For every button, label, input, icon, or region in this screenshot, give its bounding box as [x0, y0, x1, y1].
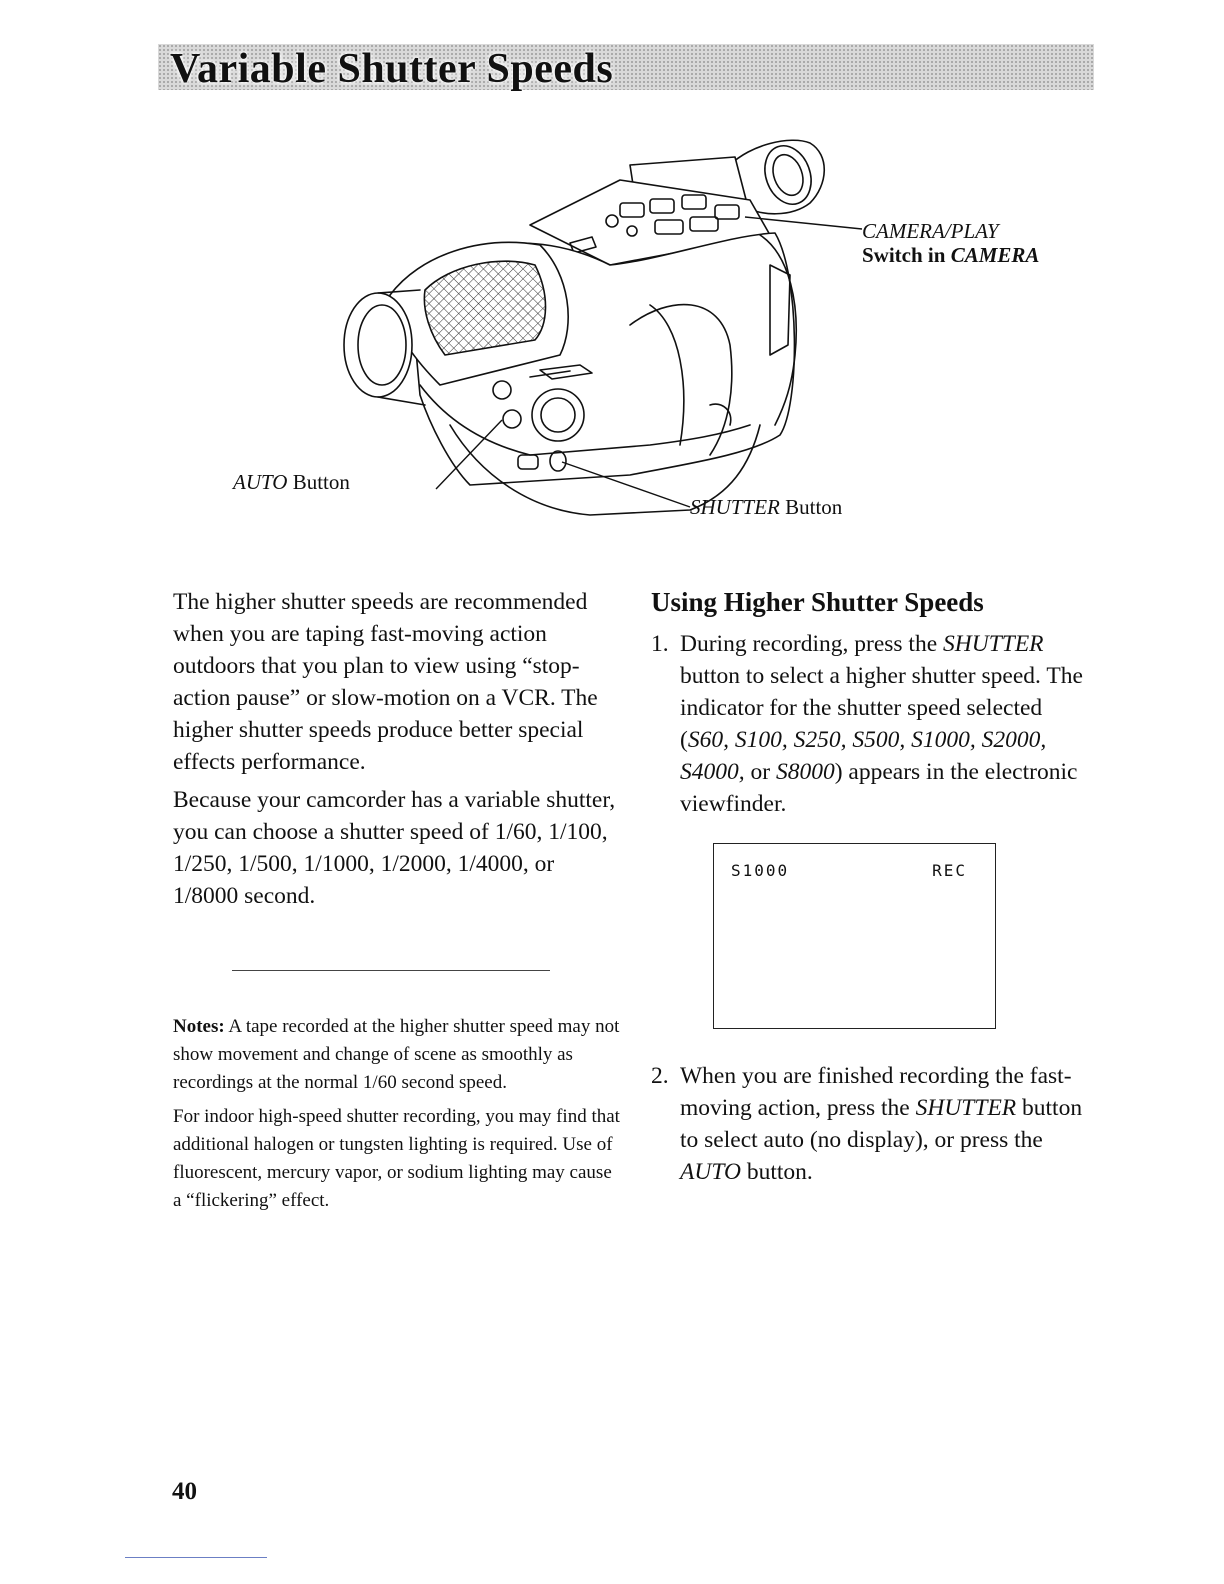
- step-2-number: 2.: [651, 1063, 669, 1089]
- auto-suffix: Button: [292, 470, 350, 494]
- switch-camera-label: CAMERA: [950, 243, 1040, 267]
- title-banner: [158, 44, 1094, 90]
- viewfinder-display: [713, 843, 996, 1029]
- notes-label: Notes:: [173, 1016, 225, 1037]
- note-1: [173, 1013, 623, 1097]
- step-2: [651, 1060, 1096, 1188]
- divider-rule: [232, 970, 550, 971]
- camera-play-callout: [862, 219, 1039, 267]
- note-1-text: A tape recorded at the higher shutter speed may not show movement and change of scene as smoothly as recordings at the normal 1/60 second speed.: [173, 1016, 620, 1093]
- shutter-speed-indicator: S1000: [731, 861, 790, 880]
- intro-paragraph: The higher shutter speeds are recommended when you are taping fast-moving action outdoors that you plan to view using “stop-action pause” or slow-motion on a VCR. The higher shutter speeds produce better special effects performance.: [173, 589, 598, 775]
- shutter-suffix: Button: [785, 495, 843, 519]
- step-2-text: When you are finished recording the fast-moving action, press the SHUTTER button to select auto (no display), or press the AUTO button.: [680, 1063, 1083, 1185]
- section-heading: Using Higher Shutter Speeds: [651, 587, 984, 617]
- step-1-number: 1.: [651, 631, 669, 657]
- note-2: For indoor high-speed shutter recording, you may find that additional halogen or tungsten lighting is required. Use of fluorescent, mercury vapor, or sodium lighting may cause a “flickering” effect.: [173, 1106, 620, 1211]
- rec-indicator: REC: [932, 861, 967, 880]
- auto-label: AUTO: [233, 470, 288, 494]
- step-1-text: During recording, press the SHUTTER button to select a higher shutter speed. The indicator for the shutter speed selected (S60, S100, S250, S500, S1000, S2000, S4000, or S8000) appears in the electronic viewfinder.: [680, 631, 1083, 817]
- notes-section: [173, 1013, 623, 1221]
- left-column: [173, 586, 618, 918]
- camcorder-illustration: [330, 125, 870, 535]
- page-number: 40: [172, 1478, 197, 1505]
- shutter-button-callout: [690, 495, 842, 519]
- switch-prefix: Switch in: [862, 243, 946, 267]
- auto-button-callout: [233, 470, 350, 494]
- camera-play-label: CAMERA/PLAY: [862, 219, 999, 243]
- page-title: Variable Shutter Speeds: [170, 46, 614, 92]
- footer-line: [125, 1557, 267, 1558]
- step-1: [651, 628, 1096, 820]
- variable-shutter-paragraph: Because your camcorder has a variable shutter, you can choose a shutter speed of 1/60, 1/100, 1/250, 1/500, 1/1000, 1/2000, 1/4000, or 1/8000 second.: [173, 787, 616, 909]
- shutter-label: SHUTTER: [690, 495, 780, 519]
- right-column: [651, 586, 1096, 820]
